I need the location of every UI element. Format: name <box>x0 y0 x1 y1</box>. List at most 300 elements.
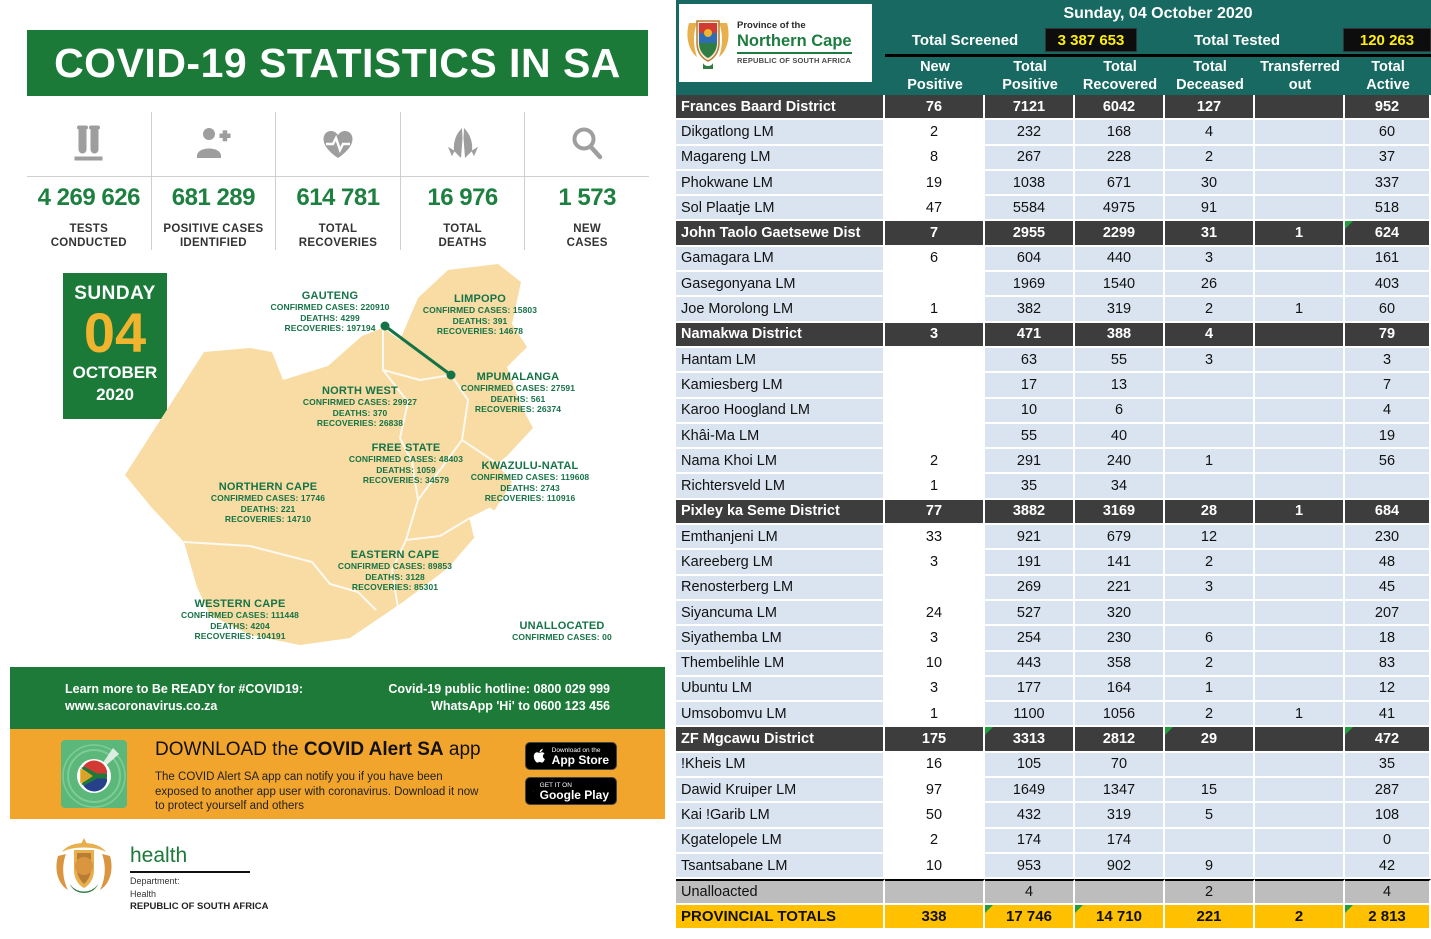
table-row <box>676 221 1431 246</box>
cell-transferred-out <box>1255 601 1345 626</box>
table-row <box>676 677 1431 702</box>
cell-new-positive <box>885 272 985 297</box>
cell-total-deceased: 4 <box>1165 120 1255 145</box>
cell-new-positive <box>885 424 985 449</box>
cell-new-positive: 8 <box>885 146 985 171</box>
cell-total-positive: 953 <box>985 854 1075 879</box>
cell-total-deceased <box>1165 753 1255 778</box>
row-name: Gamagara LM <box>676 247 885 272</box>
cell-total-deceased <box>1165 601 1255 626</box>
cell-new-positive: 1 <box>885 297 985 322</box>
cell-transferred-out: 2 <box>1255 905 1345 930</box>
cell-total-positive: 382 <box>985 297 1075 322</box>
covid-infographic <box>0 0 676 939</box>
table-row <box>676 146 1431 171</box>
cell-transferred-out <box>1255 171 1345 196</box>
cell-total-positive: 443 <box>985 652 1075 677</box>
cell-total-active: 45 <box>1345 576 1431 601</box>
cell-transferred-out <box>1255 449 1345 474</box>
cell-total-active: 161 <box>1345 247 1431 272</box>
cell-total-active: 60 <box>1345 297 1431 322</box>
row-name: Dikgatlong LM <box>676 120 885 145</box>
cell-total-active: 18 <box>1345 626 1431 651</box>
cell-total-deceased: 127 <box>1165 95 1255 120</box>
cell-total-active: 35 <box>1345 753 1431 778</box>
northern-cape-crest <box>685 13 731 73</box>
cell-total-recovered: 168 <box>1075 120 1165 145</box>
province-name: KWAZULU-NATAL <box>481 460 579 472</box>
cell-total-deceased: 91 <box>1165 196 1255 221</box>
province-name: MPUMALANGA <box>476 371 560 383</box>
cell-total-active: 4 <box>1345 879 1431 904</box>
table-row <box>676 95 1431 120</box>
cell-new-positive: 3 <box>885 323 985 348</box>
table-row <box>676 500 1431 525</box>
cell-total-positive: 291 <box>985 449 1075 474</box>
stat-cell <box>151 112 276 250</box>
magnifier-icon <box>525 116 649 172</box>
cell-transferred-out <box>1255 424 1345 449</box>
province-name: UNALLOCATED <box>519 620 605 632</box>
cell-total-positive: 432 <box>985 803 1075 828</box>
province-name: GAUTENG <box>301 290 359 302</box>
cell-total-deceased <box>1165 424 1255 449</box>
cell-total-active: 42 <box>1345 854 1431 879</box>
cell-total-positive: 35 <box>985 474 1075 499</box>
province-name: EASTERN CAPE <box>350 549 440 561</box>
cell-transferred-out <box>1255 120 1345 145</box>
cell-total-deceased: 1 <box>1165 677 1255 702</box>
cell-total-positive: 254 <box>985 626 1075 651</box>
cell-total-recovered: 13 <box>1075 373 1165 398</box>
cell-total-active: 403 <box>1345 272 1431 297</box>
cell-total-deceased: 3 <box>1165 247 1255 272</box>
test-tubes-icon <box>27 116 151 172</box>
cell-new-positive: 3 <box>885 550 985 575</box>
cell-total-positive: 55 <box>985 424 1075 449</box>
nc-logo-line3: REPUBLIC OF SOUTH AFRICA <box>737 56 852 66</box>
cell-new-positive: 10 <box>885 854 985 879</box>
table-row <box>676 778 1431 803</box>
table-row <box>676 120 1431 145</box>
cell-total-active: 4 <box>1345 399 1431 424</box>
cell-total-deceased: 1 <box>1165 449 1255 474</box>
cell-new-positive: 97 <box>885 778 985 803</box>
cell-total-deceased: 15 <box>1165 778 1255 803</box>
row-name: Sol Plaatje LM <box>676 196 885 221</box>
cell-total-recovered: 164 <box>1075 677 1165 702</box>
cell-total-recovered: 320 <box>1075 601 1165 626</box>
cell-total-deceased: 2 <box>1165 702 1255 727</box>
stat-value: 4 269 626 <box>37 184 140 211</box>
cell-new-positive <box>885 399 985 424</box>
cell-total-active: 108 <box>1345 803 1431 828</box>
column-header: New Positive <box>907 59 963 93</box>
row-name: Emthanjeni LM <box>676 525 885 550</box>
cell-total-recovered: 440 <box>1075 247 1165 272</box>
column-header: Total Positive <box>1002 59 1058 93</box>
cell-total-positive: 2955 <box>985 221 1075 246</box>
cell-transferred-out <box>1255 373 1345 398</box>
cell-transferred-out: 1 <box>1255 221 1345 246</box>
column-header: Total Deceased <box>1176 59 1244 93</box>
cell-total-deceased: 3 <box>1165 348 1255 373</box>
cell-total-positive: 105 <box>985 753 1075 778</box>
table-row <box>676 803 1431 828</box>
stat-value: 1 573 <box>558 184 616 211</box>
row-name: Nama Khoi LM <box>676 449 885 474</box>
cell-transferred-out: 1 <box>1255 702 1345 727</box>
stats-row <box>27 112 649 250</box>
table-row <box>676 247 1431 272</box>
northern-cape-logo <box>679 4 872 82</box>
date-year: 2020 <box>96 385 134 404</box>
cell-new-positive: 175 <box>885 727 985 752</box>
cell-total-positive: 177 <box>985 677 1075 702</box>
table-body <box>676 95 1431 930</box>
cell-total-active <box>1345 474 1431 499</box>
cell-total-deceased: 6 <box>1165 626 1255 651</box>
cell-total-recovered: 230 <box>1075 626 1165 651</box>
cell-total-active: 37 <box>1345 146 1431 171</box>
cell-new-positive: 77 <box>885 500 985 525</box>
cell-transferred-out: 1 <box>1255 500 1345 525</box>
cell-new-positive: 6 <box>885 247 985 272</box>
table-row <box>676 171 1431 196</box>
cell-total-deceased: 29 <box>1165 727 1255 752</box>
stat-label: TOTAL DEATHS <box>438 223 487 249</box>
cell-transferred-out <box>1255 753 1345 778</box>
cell-transferred-out <box>1255 727 1345 752</box>
cell-total-active: 472 <box>1345 727 1431 752</box>
person-plus-icon <box>152 116 276 172</box>
footer-band <box>10 667 665 729</box>
province-label: LIMPOPO CONFIRMED CASES: 15803 DEATHS: 391 RECOVERIES: 14678 <box>370 293 590 337</box>
row-name: Magareng LM <box>676 146 885 171</box>
table-row <box>676 727 1431 752</box>
table-row <box>676 550 1431 575</box>
cell-total-deceased: 30 <box>1165 171 1255 196</box>
row-name: Thembelihle LM <box>676 652 885 677</box>
cell-total-positive: 604 <box>985 247 1075 272</box>
column-header: Total Active <box>1366 59 1410 93</box>
table-header <box>676 0 1431 95</box>
cell-total-active: 0 <box>1345 829 1431 854</box>
row-name: Gasegonyana LM <box>676 272 885 297</box>
page-title: COVID-19 STATISTICS IN SA <box>27 30 648 96</box>
row-name: Umsobomvu LM <box>676 702 885 727</box>
health-logo-health: Health <box>130 889 157 899</box>
cell-transferred-out <box>1255 348 1345 373</box>
google-play-badge[interactable]: GET IT ON Google Play <box>525 777 617 805</box>
province-label: GAUTENG CONFIRMED CASES: 220910 DEATHS: 4299 RECOVERIES: 197194 <box>220 290 440 334</box>
cell-transferred-out <box>1255 247 1345 272</box>
stat-cell <box>400 112 525 250</box>
cell-total-positive: 174 <box>985 829 1075 854</box>
cell-total-active: 19 <box>1345 424 1431 449</box>
stat-cell <box>524 112 649 250</box>
footer-hotline: Covid-19 public hotline: 0800 029 999 <box>388 682 610 696</box>
province-label: EASTERN CAPE CONFIRMED CASES: 89853 DEATHS: 3128 RECOVERIES: 85301 <box>285 549 505 593</box>
cell-total-positive: 1649 <box>985 778 1075 803</box>
praying-hands-icon <box>401 116 525 172</box>
row-name: Tsantsabane LM <box>676 854 885 879</box>
cell-new-positive <box>885 348 985 373</box>
cell-total-deceased: 2 <box>1165 879 1255 904</box>
cell-total-deceased <box>1165 373 1255 398</box>
row-name: Richtersveld LM <box>676 474 885 499</box>
row-name: Renosterberg LM <box>676 576 885 601</box>
cell-total-positive: 17 746 <box>985 905 1075 930</box>
cell-transferred-out <box>1255 652 1345 677</box>
cell-total-recovered: 34 <box>1075 474 1165 499</box>
cell-new-positive: 76 <box>885 95 985 120</box>
cell-total-active: 3 <box>1345 348 1431 373</box>
province-name: LIMPOPO <box>453 293 507 305</box>
table-row <box>676 424 1431 449</box>
cell-total-positive: 17 <box>985 373 1075 398</box>
cell-total-active: 518 <box>1345 196 1431 221</box>
cell-transferred-out <box>1255 854 1345 879</box>
cell-total-recovered: 6 <box>1075 399 1165 424</box>
row-name: Joe Morolong LM <box>676 297 885 322</box>
nc-logo-line2: Northern Cape <box>737 33 852 55</box>
cell-new-positive: 50 <box>885 803 985 828</box>
cell-total-deceased: 221 <box>1165 905 1255 930</box>
row-name: Unalloacted <box>676 879 885 904</box>
cell-transferred-out <box>1255 829 1345 854</box>
cell-new-positive: 16 <box>885 753 985 778</box>
table-row <box>676 474 1431 499</box>
cell-transferred-out <box>1255 626 1345 651</box>
column-header: Transferred out <box>1260 59 1340 93</box>
cell-total-deceased: 2 <box>1165 146 1255 171</box>
row-name: Dawid Kruiper LM <box>676 778 885 803</box>
cell-total-active: 684 <box>1345 500 1431 525</box>
column-headers <box>885 57 1431 95</box>
cell-total-deceased <box>1165 829 1255 854</box>
cell-total-recovered: 1056 <box>1075 702 1165 727</box>
cell-transferred-out <box>1255 576 1345 601</box>
cell-total-recovered: 388 <box>1075 323 1165 348</box>
health-logo-title: health <box>130 844 250 873</box>
stat-label: POSITIVE CASES IDENTIFIED <box>163 223 264 249</box>
cell-total-recovered: 902 <box>1075 854 1165 879</box>
cell-total-deceased: 5 <box>1165 803 1255 828</box>
total-screened-value: 3 387 653 <box>1045 28 1137 52</box>
cell-total-recovered: 671 <box>1075 171 1165 196</box>
health-logo-dept: Department: <box>130 876 180 886</box>
cell-total-positive: 10 <box>985 399 1075 424</box>
cell-transferred-out <box>1255 196 1345 221</box>
cell-total-deceased: 31 <box>1165 221 1255 246</box>
cell-total-positive: 3882 <box>985 500 1075 525</box>
table-row <box>676 399 1431 424</box>
footer-website-link[interactable]: www.sacoronavirus.co.za <box>65 699 218 713</box>
table-row <box>676 449 1431 474</box>
cell-transferred-out <box>1255 550 1345 575</box>
table-row <box>676 854 1431 879</box>
row-name: PROVINCIAL TOTALS <box>676 905 885 930</box>
cell-transferred-out <box>1255 525 1345 550</box>
cell-total-positive: 921 <box>985 525 1075 550</box>
cell-total-recovered: 358 <box>1075 652 1165 677</box>
table-row <box>676 348 1431 373</box>
row-name: Siyathemba LM <box>676 626 885 651</box>
cell-new-positive: 19 <box>885 171 985 196</box>
row-name: !Kheis LM <box>676 753 885 778</box>
cell-total-positive: 1969 <box>985 272 1075 297</box>
cell-transferred-out <box>1255 323 1345 348</box>
table-row <box>676 272 1431 297</box>
cell-total-recovered <box>1075 879 1165 904</box>
province-name: NORTHERN CAPE <box>218 481 318 493</box>
cell-total-positive: 232 <box>985 120 1075 145</box>
cell-transferred-out <box>1255 879 1345 904</box>
footer-learn-more: Learn more to Be READY for #COVID19: <box>65 682 304 696</box>
stat-value: 614 781 <box>296 184 380 211</box>
cell-total-positive: 3313 <box>985 727 1075 752</box>
cell-new-positive: 1 <box>885 702 985 727</box>
cell-total-active: 83 <box>1345 652 1431 677</box>
cell-total-positive: 7121 <box>985 95 1075 120</box>
cell-new-positive: 47 <box>885 196 985 221</box>
cell-new-positive: 2 <box>885 449 985 474</box>
app-store-badge[interactable]: Download on the App Store <box>525 742 617 770</box>
cell-total-positive: 527 <box>985 601 1075 626</box>
cell-total-positive: 5584 <box>985 196 1075 221</box>
nc-logo-line1: Province of the <box>737 20 806 32</box>
province-label: NORTH WEST CONFIRMED CASES: 29927 DEATHS: 370 RECOVERIES: 26838 <box>250 385 470 429</box>
table-row <box>676 905 1431 930</box>
cell-total-active: 624 <box>1345 221 1431 246</box>
stat-value: 681 289 <box>171 184 256 211</box>
cell-new-positive: 7 <box>885 221 985 246</box>
cell-new-positive <box>885 373 985 398</box>
sa-coat-of-arms <box>52 836 116 910</box>
cell-transferred-out <box>1255 399 1345 424</box>
cell-new-positive: 2 <box>885 829 985 854</box>
stat-label: TESTS CONDUCTED <box>50 223 127 249</box>
date-month: OCTOBER <box>72 363 158 382</box>
cell-total-active: 48 <box>1345 550 1431 575</box>
table-date-title: Sunday, 04 October 2020 <box>1063 5 1253 22</box>
row-name: Kamiesberg LM <box>676 373 885 398</box>
row-name: Frances Baard District <box>676 95 885 120</box>
cell-total-active: 230 <box>1345 525 1431 550</box>
cell-total-recovered: 141 <box>1075 550 1165 575</box>
row-name: Ubuntu LM <box>676 677 885 702</box>
row-name: Namakwa District <box>676 323 885 348</box>
table-row <box>676 373 1431 398</box>
cell-total-deceased: 12 <box>1165 525 1255 550</box>
cell-total-active: 337 <box>1345 171 1431 196</box>
cell-new-positive: 338 <box>885 905 985 930</box>
cell-total-active: 952 <box>1345 95 1431 120</box>
cell-new-positive: 1 <box>885 474 985 499</box>
province-label: KWAZULU-NATAL CONFIRMED CASES: 119608 DEATHS: 2743 RECOVERIES: 110916 <box>420 460 640 504</box>
screened-tested-row <box>885 26 1431 57</box>
cell-transferred-out <box>1255 95 1345 120</box>
cell-total-recovered: 240 <box>1075 449 1165 474</box>
cell-total-active: 207 <box>1345 601 1431 626</box>
cell-transferred-out <box>1255 677 1345 702</box>
table-row <box>676 297 1431 322</box>
cell-total-recovered: 2812 <box>1075 727 1165 752</box>
cell-total-recovered: 228 <box>1075 146 1165 171</box>
cell-transferred-out <box>1255 778 1345 803</box>
column-header: Total Recovered <box>1082 59 1158 93</box>
cell-total-recovered: 2299 <box>1075 221 1165 246</box>
table-row <box>676 879 1431 904</box>
cell-total-positive: 1100 <box>985 702 1075 727</box>
cell-total-positive: 63 <box>985 348 1075 373</box>
google-play-icon <box>533 783 534 799</box>
province-label: NORTHERN CAPE CONFIRMED CASES: 17746 DEATHS: 221 RECOVERIES: 14710 <box>158 481 378 525</box>
health-department-logo <box>52 836 268 916</box>
cell-total-active: 2 813 <box>1345 905 1431 930</box>
cell-total-recovered: 221 <box>1075 576 1165 601</box>
table-row <box>676 601 1431 626</box>
cell-total-active: 7 <box>1345 373 1431 398</box>
province-label: MPUMALANGA CONFIRMED CASES: 27591 DEATHS: 561 RECOVERIES: 26374 <box>408 371 628 415</box>
row-name: Karoo Hoogland LM <box>676 399 885 424</box>
cell-total-active: 287 <box>1345 778 1431 803</box>
cell-total-recovered: 319 <box>1075 803 1165 828</box>
cell-new-positive: 3 <box>885 626 985 651</box>
cell-transferred-out <box>1255 803 1345 828</box>
cell-total-recovered: 40 <box>1075 424 1165 449</box>
table-row <box>676 525 1431 550</box>
province-name: FREE STATE <box>371 442 441 454</box>
row-name: Phokwane LM <box>676 171 885 196</box>
stat-cell <box>275 112 400 250</box>
cell-total-recovered: 679 <box>1075 525 1165 550</box>
cell-total-positive: 4 <box>985 879 1075 904</box>
table-row <box>676 652 1431 677</box>
cell-transferred-out <box>1255 146 1345 171</box>
table-row <box>676 829 1431 854</box>
total-screened-label: Total Screened <box>911 31 1019 49</box>
row-name: Siyancuma LM <box>676 601 885 626</box>
cell-total-positive: 191 <box>985 550 1075 575</box>
cell-total-recovered: 55 <box>1075 348 1165 373</box>
cell-total-deceased: 4 <box>1165 323 1255 348</box>
province-name: WESTERN CAPE <box>194 598 286 610</box>
app-download-banner <box>10 729 665 819</box>
province-label: FREE STATE CONFIRMED CASES: 48403 DEATHS: 1059 RECOVERIES: 34579 <box>296 442 516 486</box>
row-name: Kai !Garib LM <box>676 803 885 828</box>
cell-total-deceased: 2 <box>1165 652 1255 677</box>
cell-total-deceased: 2 <box>1165 297 1255 322</box>
cell-total-deceased: 28 <box>1165 500 1255 525</box>
stats-divider-line <box>27 176 649 177</box>
cell-total-active: 41 <box>1345 702 1431 727</box>
cell-total-positive: 267 <box>985 146 1075 171</box>
cell-total-active: 56 <box>1345 449 1431 474</box>
cell-total-active: 12 <box>1345 677 1431 702</box>
table-row <box>676 626 1431 651</box>
app-banner-title: DOWNLOAD the COVID Alert SA app <box>155 739 481 760</box>
cell-new-positive: 24 <box>885 601 985 626</box>
row-name: Pixley ka Seme District <box>676 500 885 525</box>
row-name: John Taolo Gaetsewe Dist <box>676 221 885 246</box>
heart-pulse-icon <box>276 116 400 172</box>
table-row <box>676 702 1431 727</box>
table-row <box>676 753 1431 778</box>
cell-new-positive: 3 <box>885 677 985 702</box>
cell-total-deceased <box>1165 399 1255 424</box>
